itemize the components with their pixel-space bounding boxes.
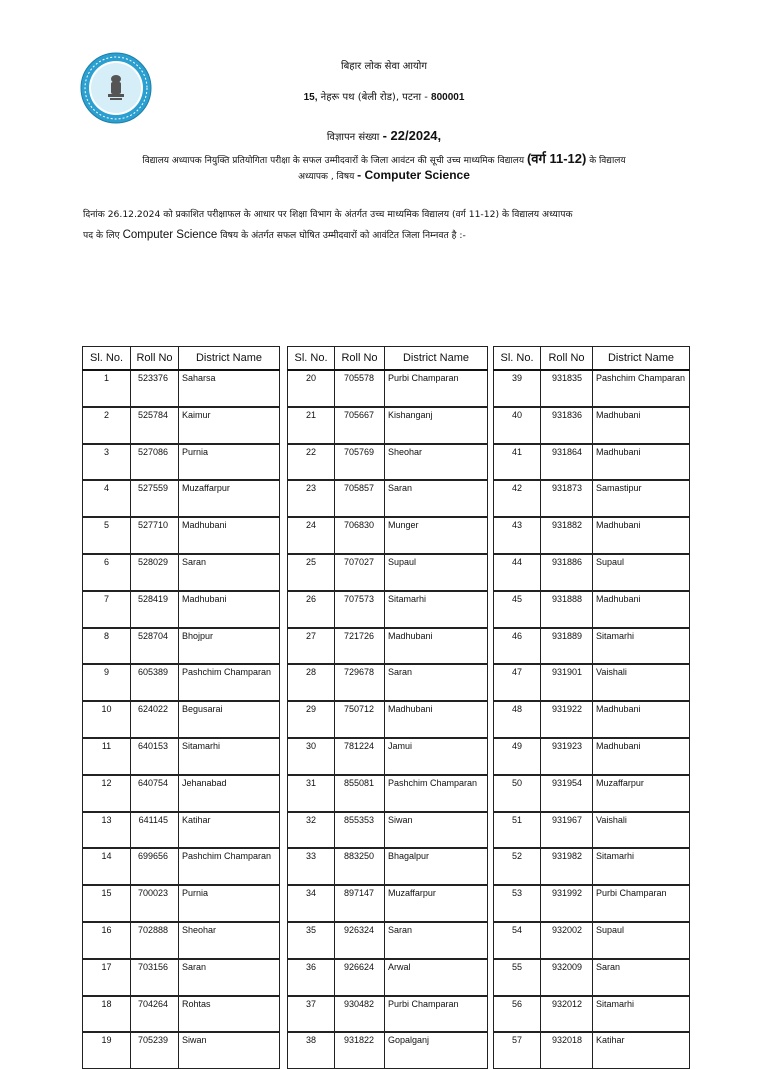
serial-number-cell: 27	[288, 628, 335, 665]
roll-number-cell: 721726	[335, 628, 385, 665]
roll-number-cell: 750712	[335, 701, 385, 738]
serial-number-cell: 26	[288, 591, 335, 628]
roll-number-cell: 931901	[541, 664, 593, 701]
district-name-cell: Pashchim Champaran	[179, 664, 280, 701]
table-row	[83, 885, 280, 922]
table-row	[288, 922, 488, 959]
serial-number-cell: 57	[494, 1032, 541, 1068]
serial-number-cell: 13	[83, 812, 131, 849]
district-name-cell: Madhubani	[593, 738, 690, 775]
table-row	[83, 922, 280, 959]
serial-number-cell: 22	[288, 444, 335, 481]
serial-number-cell: 14	[83, 848, 131, 885]
district-name-cell: Jehanabad	[179, 775, 280, 812]
table-row	[494, 775, 690, 812]
table-row	[494, 1032, 690, 1068]
district-name-header: District Name	[179, 347, 280, 371]
serial-number-cell: 51	[494, 812, 541, 849]
roll-number-cell: 527559	[131, 480, 179, 517]
roll-number-cell: 703156	[131, 959, 179, 996]
district-name-cell: Purbi Champaran	[385, 996, 488, 1033]
table-row	[83, 738, 280, 775]
roll-number-cell: 931967	[541, 812, 593, 849]
district-name-cell: Madhubani	[179, 517, 280, 554]
organization-name: बिहार लोक सेवा आयोग	[340, 61, 428, 72]
table-row	[83, 407, 280, 444]
roll-number-cell: 930482	[335, 996, 385, 1033]
table-row	[494, 517, 690, 554]
allocation-table-group-2	[287, 346, 488, 1069]
table-row	[494, 407, 690, 444]
table-row	[288, 775, 488, 812]
district-name-cell: Rohtas	[179, 996, 280, 1033]
serial-number-cell: 53	[494, 885, 541, 922]
roll-number-cell: 931923	[541, 738, 593, 775]
table-row	[83, 959, 280, 996]
serial-number-cell: 47	[494, 664, 541, 701]
roll-number-cell: 702888	[131, 922, 179, 959]
roll-number-cell: 641145	[131, 812, 179, 849]
advertisement-number: - 22/2024,	[382, 128, 442, 143]
serial-number-cell: 17	[83, 959, 131, 996]
district-name-cell: Jamui	[385, 738, 488, 775]
table-row	[494, 959, 690, 996]
roll-number-cell: 931886	[541, 554, 593, 591]
district-name-cell: Supaul	[593, 922, 690, 959]
district-name-cell: Katihar	[179, 812, 280, 849]
serial-number-cell: 39	[494, 370, 541, 407]
roll-number-cell: 932018	[541, 1032, 593, 1068]
district-name-cell: Pashchim Champaran	[179, 848, 280, 885]
roll-number-header: Roll No	[131, 347, 179, 371]
district-name-cell: Arwal	[385, 959, 488, 996]
district-name-cell: Madhubani	[593, 407, 690, 444]
table-row	[288, 664, 488, 701]
serial-number-cell: 33	[288, 848, 335, 885]
allocation-table-group-3	[493, 346, 690, 1069]
roll-number-cell: 705857	[335, 480, 385, 517]
roll-number-header: Roll No	[335, 347, 385, 371]
roll-number-cell: 527710	[131, 517, 179, 554]
roll-number-cell: 781224	[335, 738, 385, 775]
organization-address	[0, 89, 768, 103]
district-name-cell: Sitamarhi	[593, 996, 690, 1033]
serial-number-header: Sl. No.	[288, 347, 335, 371]
district-name-cell: Supaul	[593, 554, 690, 591]
roll-number-cell: 700023	[131, 885, 179, 922]
serial-number-cell: 49	[494, 738, 541, 775]
table-row	[83, 701, 280, 738]
table-row	[288, 628, 488, 665]
district-name-cell: Begusarai	[179, 701, 280, 738]
roll-number-cell: 699656	[131, 848, 179, 885]
address-text: नेहरू पथ (बेली रोड), पटना -	[317, 92, 432, 103]
table-row	[494, 922, 690, 959]
serial-number-cell: 12	[83, 775, 131, 812]
district-name-header: District Name	[593, 347, 690, 371]
roll-number-cell: 528029	[131, 554, 179, 591]
serial-number-cell: 10	[83, 701, 131, 738]
serial-number-cell: 9	[83, 664, 131, 701]
serial-number-header: Sl. No.	[494, 347, 541, 371]
roll-number-cell: 624022	[131, 701, 179, 738]
table-row	[83, 554, 280, 591]
serial-number-cell: 56	[494, 996, 541, 1033]
serial-number-cell: 34	[288, 885, 335, 922]
table-row	[288, 738, 488, 775]
roll-number-cell: 883250	[335, 848, 385, 885]
table-row	[83, 444, 280, 481]
table-row	[494, 701, 690, 738]
address-pin: 800001	[431, 92, 465, 103]
serial-number-cell: 28	[288, 664, 335, 701]
table-row	[288, 480, 488, 517]
table-row	[494, 628, 690, 665]
district-name-cell: Madhubani	[385, 701, 488, 738]
serial-number-cell: 37	[288, 996, 335, 1033]
serial-number-cell: 24	[288, 517, 335, 554]
table-header-row	[288, 347, 488, 371]
title-text-part1: विद्यालय अध्यापक नियुक्ति प्रतियोगिता परीक्षा के सफल उम्मीदवारों के जिला आवंटन की सूची उच्च माध्यमिक विद्यालय	[142, 156, 527, 166]
roll-number-cell: 931835	[541, 370, 593, 407]
document-title-line-2	[0, 168, 768, 182]
district-name-cell: Purnia	[179, 444, 280, 481]
serial-number-cell: 4	[83, 480, 131, 517]
intro-subject: Computer Science	[122, 229, 218, 241]
table-row	[83, 812, 280, 849]
district-name-cell: Katihar	[593, 1032, 690, 1068]
district-name-cell: Siwan	[179, 1032, 280, 1068]
roll-number-cell: 926624	[335, 959, 385, 996]
district-name-cell: Madhubani	[593, 517, 690, 554]
table-row	[494, 996, 690, 1033]
table-row	[288, 701, 488, 738]
roll-number-cell: 704264	[131, 996, 179, 1033]
serial-number-cell: 21	[288, 407, 335, 444]
table-row	[83, 775, 280, 812]
roll-number-cell: 931882	[541, 517, 593, 554]
serial-number-cell: 41	[494, 444, 541, 481]
district-name-cell: Madhubani	[179, 591, 280, 628]
roll-number-cell: 527086	[131, 444, 179, 481]
table-row	[288, 959, 488, 996]
serial-number-cell: 44	[494, 554, 541, 591]
serial-number-cell: 46	[494, 628, 541, 665]
district-name-cell: Sheohar	[385, 444, 488, 481]
district-name-cell: Vaishali	[593, 812, 690, 849]
table-header-row	[83, 347, 280, 371]
serial-number-cell: 5	[83, 517, 131, 554]
district-name-cell: Siwan	[385, 812, 488, 849]
roll-number-cell: 640153	[131, 738, 179, 775]
table-row	[288, 407, 488, 444]
roll-number-cell: 931922	[541, 701, 593, 738]
table-row	[288, 591, 488, 628]
serial-number-cell: 43	[494, 517, 541, 554]
roll-number-cell: 705667	[335, 407, 385, 444]
title-text-part2: के विद्यालय	[586, 156, 626, 166]
district-name-cell: Sitamarhi	[179, 738, 280, 775]
title-line2-prefix: अध्यापक , विषय	[298, 172, 358, 182]
intro-line2-suffix: विषय के अंतर्गत सफल घोषित उम्मीदवारों को आवंटित जिला निम्नवत है :-	[217, 230, 466, 241]
roll-number-cell: 931836	[541, 407, 593, 444]
table-row	[83, 1032, 280, 1068]
table-row	[83, 591, 280, 628]
roll-number-cell: 605389	[131, 664, 179, 701]
serial-number-cell: 11	[83, 738, 131, 775]
table-row	[494, 554, 690, 591]
serial-number-cell: 36	[288, 959, 335, 996]
roll-number-cell: 705578	[335, 370, 385, 407]
table-row	[288, 1032, 488, 1068]
table-row	[288, 554, 488, 591]
serial-number-cell: 6	[83, 554, 131, 591]
district-name-cell: Munger	[385, 517, 488, 554]
roll-number-cell: 931822	[335, 1032, 385, 1068]
table-row	[494, 480, 690, 517]
serial-number-cell: 50	[494, 775, 541, 812]
table-row	[494, 885, 690, 922]
roll-number-cell: 729678	[335, 664, 385, 701]
roll-number-cell: 528419	[131, 591, 179, 628]
district-name-cell: Pashchim Champaran	[593, 370, 690, 407]
table-header-row	[494, 347, 690, 371]
district-name-cell: Supaul	[385, 554, 488, 591]
serial-number-cell: 32	[288, 812, 335, 849]
district-name-cell: Bhojpur	[179, 628, 280, 665]
roll-number-cell: 931888	[541, 591, 593, 628]
district-name-cell: Sheohar	[179, 922, 280, 959]
advertisement-label: विज्ञापन संख्या	[326, 132, 383, 143]
advertisement-line	[0, 128, 768, 143]
serial-number-cell: 18	[83, 996, 131, 1033]
district-name-cell: Saran	[179, 554, 280, 591]
district-name-cell: Saharsa	[179, 370, 280, 407]
roll-number-cell: 931889	[541, 628, 593, 665]
intro-line2-prefix: पद के लिए	[83, 230, 123, 241]
table-row	[83, 480, 280, 517]
serial-number-cell: 7	[83, 591, 131, 628]
district-name-cell: Muzaffarpur	[179, 480, 280, 517]
roll-number-cell: 705239	[131, 1032, 179, 1068]
serial-number-cell: 52	[494, 848, 541, 885]
roll-number-cell: 932002	[541, 922, 593, 959]
serial-number-cell: 38	[288, 1032, 335, 1068]
serial-number-cell: 2	[83, 407, 131, 444]
table-row	[494, 812, 690, 849]
table-row	[83, 370, 280, 407]
roll-number-cell: 897147	[335, 885, 385, 922]
table-row	[83, 848, 280, 885]
serial-number-cell: 35	[288, 922, 335, 959]
serial-number-cell: 29	[288, 701, 335, 738]
table-row	[494, 738, 690, 775]
table-row	[288, 996, 488, 1033]
subject-name: - Computer Science	[357, 168, 470, 182]
roll-number-cell: 932012	[541, 996, 593, 1033]
roll-number-cell: 528704	[131, 628, 179, 665]
table-row	[83, 517, 280, 554]
district-name-cell: Muzaffarpur	[385, 885, 488, 922]
roll-number-cell: 931982	[541, 848, 593, 885]
district-name-cell: Muzaffarpur	[593, 775, 690, 812]
roll-number-cell: 707027	[335, 554, 385, 591]
district-name-header: District Name	[385, 347, 488, 371]
address-number: 15,	[303, 92, 318, 103]
serial-number-cell: 1	[83, 370, 131, 407]
district-name-cell: Saran	[385, 480, 488, 517]
serial-number-cell: 40	[494, 407, 541, 444]
district-name-cell: Purbi Champaran	[385, 370, 488, 407]
roll-number-cell: 855353	[335, 812, 385, 849]
district-name-cell: Sitamarhi	[593, 848, 690, 885]
district-name-cell: Purnia	[179, 885, 280, 922]
table-row	[288, 812, 488, 849]
table-row	[83, 996, 280, 1033]
roll-number-cell: 931873	[541, 480, 593, 517]
serial-number-cell: 45	[494, 591, 541, 628]
table-row	[288, 444, 488, 481]
district-name-cell: Gopalganj	[385, 1032, 488, 1068]
serial-number-header: Sl. No.	[83, 347, 131, 371]
roll-number-cell: 640754	[131, 775, 179, 812]
serial-number-cell: 23	[288, 480, 335, 517]
table-row	[288, 885, 488, 922]
table-row	[494, 848, 690, 885]
title-class-range: (वर्ग 11-12)	[526, 151, 587, 166]
serial-number-cell: 20	[288, 370, 335, 407]
serial-number-cell: 19	[83, 1032, 131, 1068]
roll-number-cell: 707573	[335, 591, 385, 628]
serial-number-cell: 54	[494, 922, 541, 959]
roll-number-header: Roll No	[541, 347, 593, 371]
roll-number-cell: 855081	[335, 775, 385, 812]
table-row	[494, 591, 690, 628]
table-row	[288, 517, 488, 554]
district-name-cell: Saran	[179, 959, 280, 996]
intro-paragraph-line-2	[83, 228, 466, 241]
table-row	[494, 664, 690, 701]
allocation-table-group-1	[82, 346, 280, 1069]
roll-number-cell: 932009	[541, 959, 593, 996]
roll-number-cell: 523376	[131, 370, 179, 407]
district-name-cell: Purbi Champaran	[593, 885, 690, 922]
table-row	[288, 848, 488, 885]
serial-number-cell: 42	[494, 480, 541, 517]
district-name-cell: Madhubani	[593, 701, 690, 738]
intro-paragraph-line-1: दिनांक 26.12.2024 को प्रकाशित परीक्षाफल के आधार पर शिक्षा विभाग के अंतर्गत उच्च माध्यमिक विद्यालय (वर्ग 11-12) के विद्यालय अध्यापक	[83, 209, 573, 220]
serial-number-cell: 25	[288, 554, 335, 591]
table-row	[494, 444, 690, 481]
roll-number-cell: 705769	[335, 444, 385, 481]
district-name-cell: Madhubani	[385, 628, 488, 665]
serial-number-cell: 30	[288, 738, 335, 775]
serial-number-cell: 16	[83, 922, 131, 959]
district-name-cell: Saran	[385, 922, 488, 959]
serial-number-cell: 8	[83, 628, 131, 665]
roll-number-cell: 706830	[335, 517, 385, 554]
roll-number-cell: 926324	[335, 922, 385, 959]
serial-number-cell: 15	[83, 885, 131, 922]
roll-number-cell: 525784	[131, 407, 179, 444]
district-name-cell: Kishanganj	[385, 407, 488, 444]
table-row	[83, 628, 280, 665]
district-name-cell: Kaimur	[179, 407, 280, 444]
district-name-cell: Saran	[593, 959, 690, 996]
serial-number-cell: 31	[288, 775, 335, 812]
roll-number-cell: 931992	[541, 885, 593, 922]
district-name-cell: Vaishali	[593, 664, 690, 701]
district-name-cell: Sitamarhi	[593, 628, 690, 665]
district-name-cell: Sitamarhi	[385, 591, 488, 628]
district-name-cell: Saran	[385, 664, 488, 701]
serial-number-cell: 3	[83, 444, 131, 481]
roll-number-cell: 931864	[541, 444, 593, 481]
table-row	[494, 370, 690, 407]
document-title-line-1	[0, 149, 768, 167]
serial-number-cell: 55	[494, 959, 541, 996]
roll-number-cell: 931954	[541, 775, 593, 812]
district-name-cell: Madhubani	[593, 444, 690, 481]
district-name-cell: Bhagalpur	[385, 848, 488, 885]
table-row	[288, 370, 488, 407]
table-row	[83, 664, 280, 701]
district-name-cell: Pashchim Champaran	[385, 775, 488, 812]
district-name-cell: Madhubani	[593, 591, 690, 628]
district-name-cell: Samastipur	[593, 480, 690, 517]
serial-number-cell: 48	[494, 701, 541, 738]
